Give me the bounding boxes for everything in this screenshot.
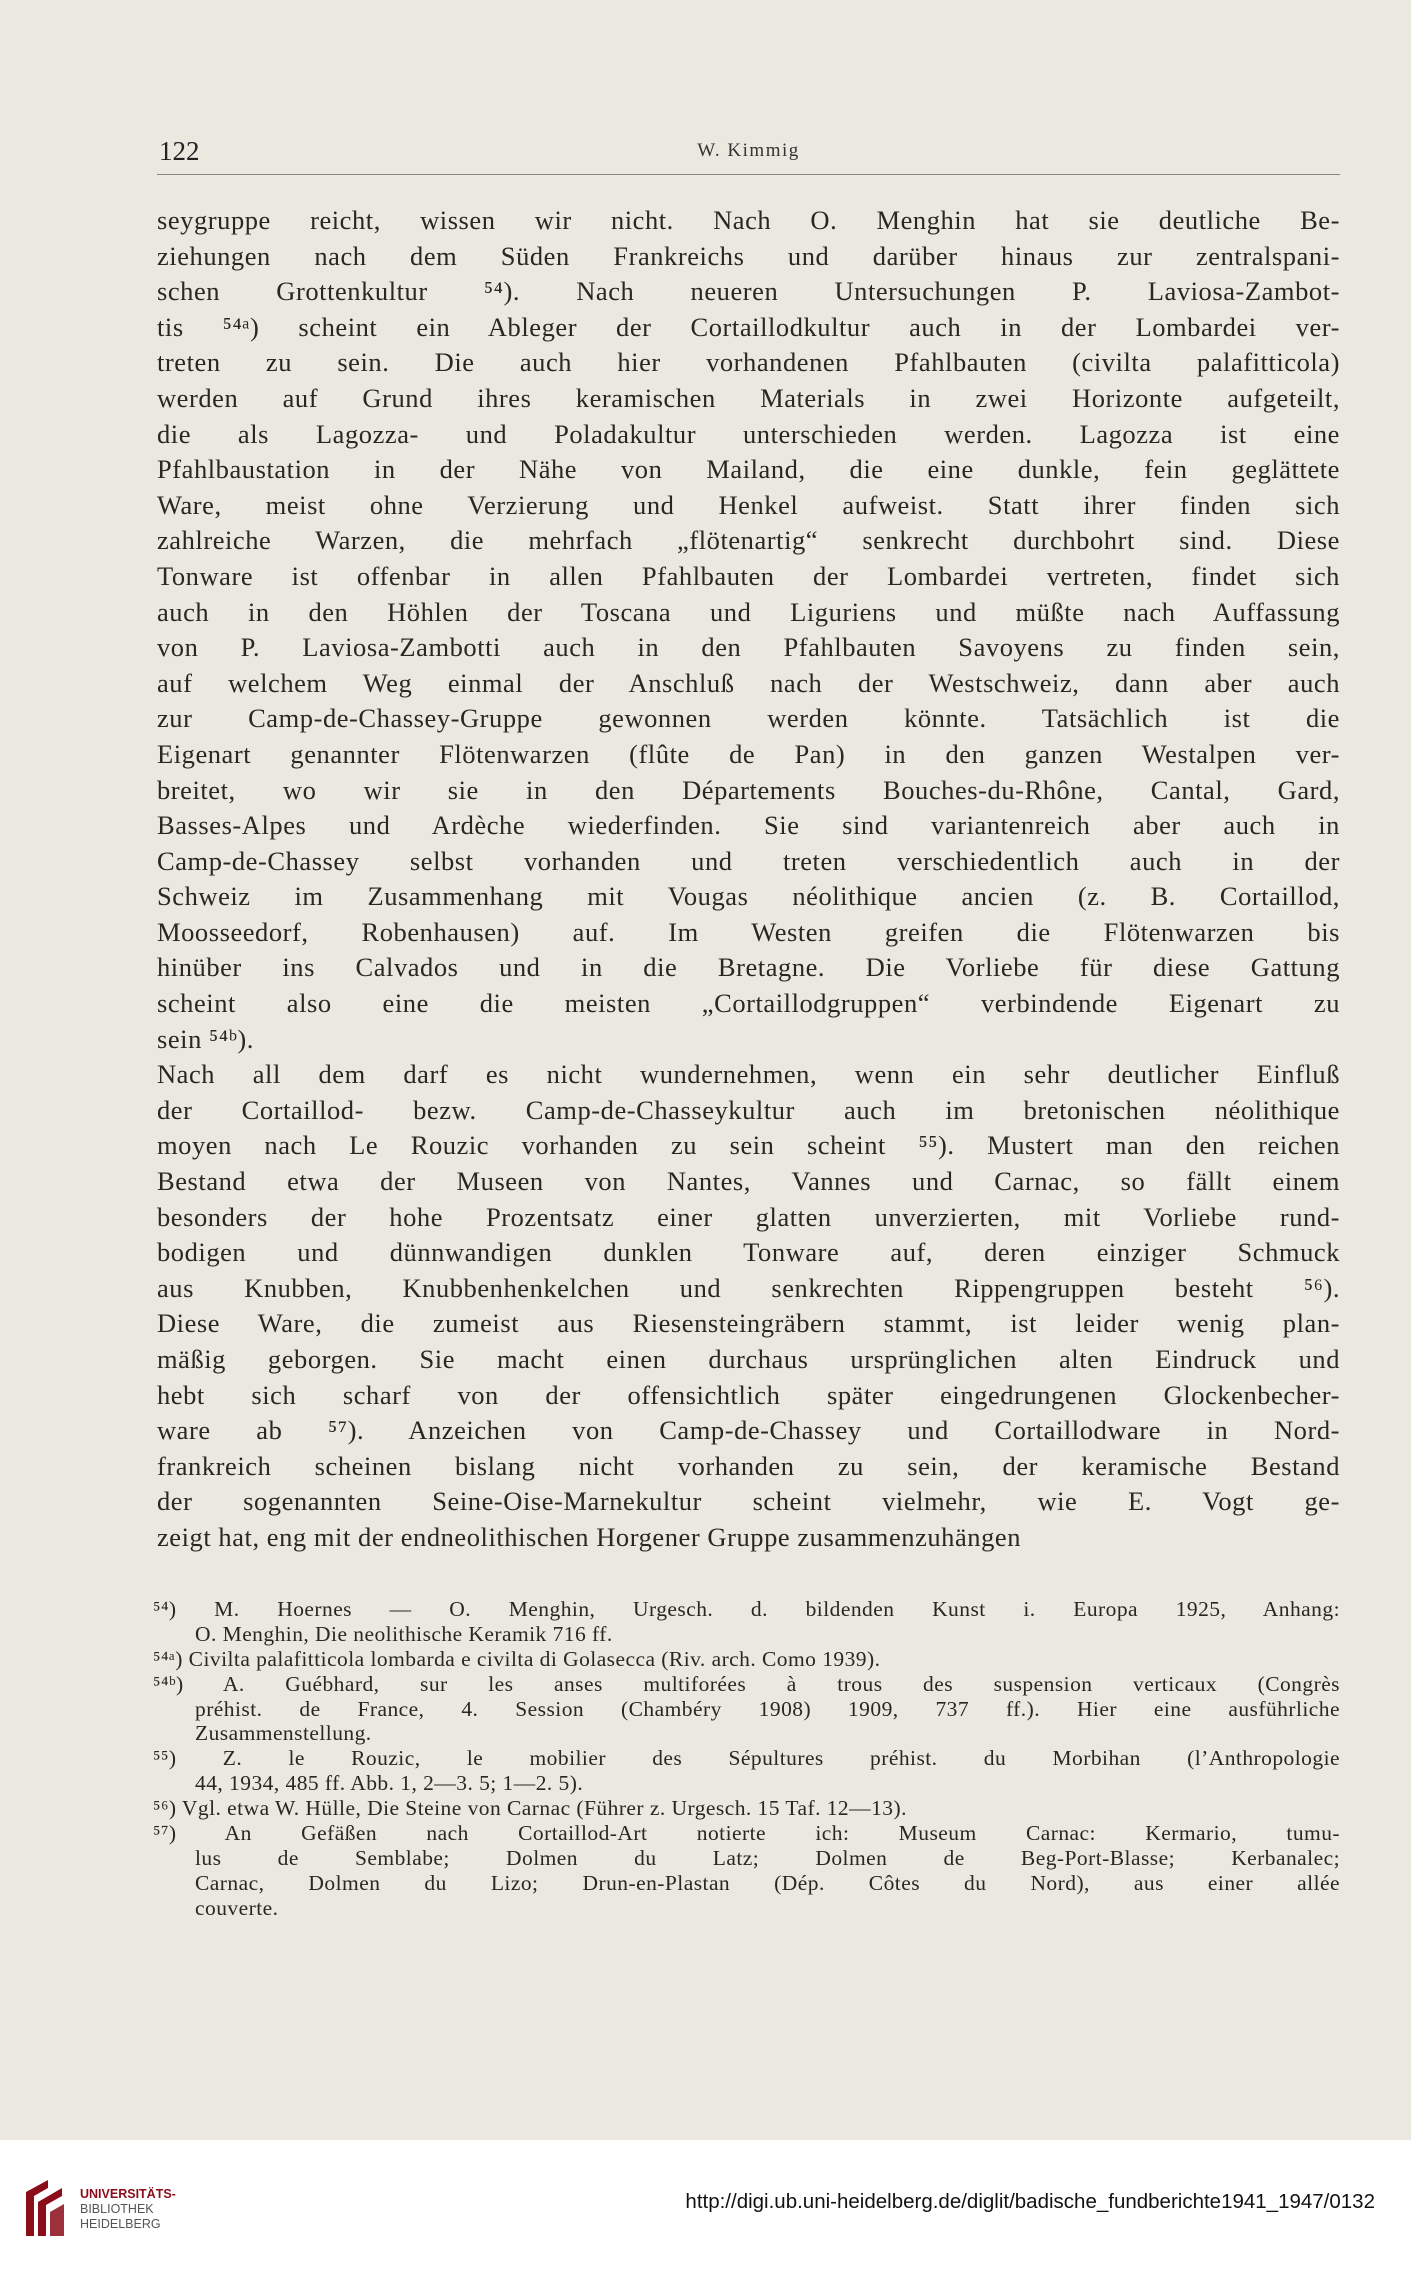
text-line: schen Grottenkultur ⁵⁴). Nach neueren Untersuchungen P. Laviosa-Zambot-	[157, 276, 1340, 307]
library-line-3: HEIDELBERG	[80, 2217, 161, 2231]
footnote-line: ⁵⁶) Vgl. etwa W. Hülle, Die Steine von Carnac (Führer z. Urgesch. 15 Taf. 12—13).	[153, 1796, 907, 1821]
text-line: die als Lagozza- und Poladakultur unterschieden werden. Lagozza ist eine	[157, 418, 1340, 449]
footnote-line: ⁵⁴ᵃ) Civilta palafitticola lombarda e civilta di Golasecca (Riv. arch. Como 1939).	[153, 1646, 881, 1671]
footnotes	[153, 1597, 1340, 1921]
library-name	[80, 2187, 176, 2232]
text-line: von P. Laviosa-Zambotti auch in den Pfahlbauten Savoyens zu finden sein,	[157, 632, 1340, 663]
text-line: Pfahlbaustation in der Nähe von Mailand, die eine dunkle, fein geglättete	[157, 454, 1340, 485]
text-line: mäßig geborgen. Sie macht einen durchaus ursprünglichen alten Eindruck und	[157, 1344, 1340, 1374]
text-line: Moosseedorf, Robenhausen) auf. Im Westen greifen die Flötenwarzen bis	[157, 916, 1340, 947]
library-line-1: UNIVERSITÄTS-	[80, 2187, 176, 2201]
text-line: Bestand etwa der Museen von Nantes, Vannes und Carnac, so fällt einem	[157, 1166, 1340, 1197]
text-line: treten zu sein. Die auch hier vorhandenen Pfahlbauten (civilta palafitticola)	[157, 347, 1340, 378]
text-line: zahlreiche Warzen, die mehrfach „flötenartig“ senkrecht durchbohrt sind. Diese	[157, 525, 1340, 556]
text-line: scheint also eine die meisten „Cortaillodgruppen“ verbindende Eigenart zu	[157, 988, 1340, 1019]
footnote-line: ⁵⁵) Z. le Rouzic, le mobilier des Sépultures préhist. du Morbihan (l’Anthropologie	[153, 1746, 1340, 1771]
footnote-line: ⁵⁷) An Gefäßen nach Cortaillod-Art notierte ich: Museum Carnac: Kermario, tumu-	[153, 1821, 1340, 1846]
text-line: auch in den Höhlen der Toscana und Liguriens und müßte nach Auffassung	[157, 596, 1340, 627]
text-line: Schweiz im Zusammenhang mit Vougas néolithique ancien (z. B. Cortaillod,	[157, 881, 1340, 912]
text-line: der Cortaillod- bezw. Camp-de-Chasseykultur auch im bretonischen néolithique	[157, 1094, 1340, 1125]
body-text	[157, 203, 1340, 1556]
viewer-footer	[0, 2140, 1411, 2273]
text-line: Basses-Alpes und Ardèche wiederfinden. Sie sind variantenreich aber auch in	[157, 810, 1340, 841]
text-line: Eigenart genannter Flötenwarzen (flûte de Pan) in den ganzen Westalpen ver-	[157, 738, 1340, 769]
page-number: 122	[159, 136, 200, 166]
text-line: Ware, meist ohne Verzierung und Henkel aufweist. Statt ihrer finden sich	[157, 489, 1340, 520]
page-header	[157, 138, 1340, 175]
text-line: aus Knubben, Knubbenhenkelchen und senkrechten Rippengruppen besteht ⁵⁶).	[157, 1272, 1340, 1303]
running-title: W. Kimmig	[697, 140, 800, 161]
text-line: frankreich scheinen bislang nicht vorhanden zu sein, der keramische Bestand	[157, 1450, 1340, 1481]
footnote-line: ⁵⁴ᵇ) A. Guébhard, sur les anses multiforées à trous des suspension verticaux (Congrès	[153, 1671, 1340, 1696]
permalink-url[interactable]: http://digi.ub.uni-heidelberg.de/diglit/badische_fundberichte1941_1947/0132	[685, 2190, 1375, 2213]
text-line: Diese Ware, die zumeist aus Riesensteingräbern stammt, ist leider wenig plan-	[157, 1308, 1340, 1339]
text-line: zur Camp-de-Chassey-Gruppe gewonnen werden könnte. Tatsächlich ist die	[157, 703, 1340, 734]
text-line: ziehungen nach dem Süden Frankreichs und darüber hinaus zur zentralspani-	[157, 240, 1340, 271]
text-line: seygruppe reicht, wissen wir nicht. Nach O. Menghin hat sie deutliche Be-	[157, 205, 1340, 235]
footnote-line: lus de Semblabe; Dolmen du Latz; Dolmen de Beg-Port-Blasse; Kerbanalec;	[195, 1845, 1340, 1870]
text-line: breitet, wo wir sie in den Départements Bouches-du-Rhône, Cantal, Gard,	[157, 774, 1340, 805]
footnote-line: Carnac, Dolmen du Lizo; Drun-en-Plastan (Dép. Côtes du Nord), aus einer allée	[195, 1870, 1340, 1895]
text-line: der sogenannten Seine-Oise-Marnekultur scheint vielmehr, wie E. Vogt ge-	[157, 1486, 1340, 1517]
text-line: bodigen und dünnwandigen dunklen Tonware auf, deren einziger Schmuck	[157, 1237, 1340, 1268]
footnote-line: préhist. de France, 4. Session (Chambéry 1908) 1909, 737 ff.). Hier eine ausführliche	[195, 1696, 1340, 1721]
text-line: Nach all dem darf es nicht wundernehmen, wenn ein sehr deutlicher Einfluß	[157, 1059, 1340, 1090]
text-line: Camp-de-Chassey selbst vorhanden und treten verschiedentlich auch in der	[157, 845, 1340, 876]
text-line: werden auf Grund ihres keramischen Materials in zwei Horizonte aufgeteilt,	[157, 382, 1340, 413]
text-line: moyen nach Le Rouzic vorhanden zu sein scheint ⁵⁵). Mustert man den reichen	[157, 1130, 1340, 1161]
text-line: auf welchem Weg einmal der Anschluß nach der Westschweiz, dann aber auch	[157, 667, 1340, 698]
library-line-2: BIBLIOTHEK	[80, 2202, 154, 2216]
text-line: hebt sich scharf von der offensichtlich später eingedrungenen Glockenbecher-	[157, 1379, 1340, 1410]
text-line: tis ⁵⁴ᵃ) scheint ein Ableger der Cortaillodkultur auch in der Lombardei ver-	[157, 311, 1340, 342]
text-line: sein ⁵⁴ᵇ).	[157, 1023, 254, 1054]
text-line: ware ab ⁵⁷). Anzeichen von Camp-de-Chassey und Cortaillodware in Nord-	[157, 1415, 1340, 1446]
footnote-line: 44, 1934, 485 ff. Abb. 1, 2—3. 5; 1—2. 5).	[195, 1771, 584, 1796]
footnote-line: couverte.	[195, 1895, 279, 1920]
footnote-line: ⁵⁴) M. Hoernes — O. Menghin, Urgesch. d. bildenden Kunst i. Europa 1925, Anhang:	[153, 1597, 1340, 1621]
text-line: zeigt hat, eng mit der endneolithischen Horgener Gruppe zusammenzuhängen	[157, 1521, 1022, 1552]
footnote-line: Zusammenstellung.	[195, 1721, 372, 1746]
text-line: besonders der hohe Prozentsatz einer glatten unverzierten, mit Vorliebe rund-	[157, 1201, 1340, 1232]
footnote-line: O. Menghin, Die neolithische Keramik 716 ff.	[195, 1621, 613, 1646]
library-logo-icon	[18, 2178, 68, 2238]
text-line: hinüber ins Calvados und in die Bretagne. Die Vorliebe für diese Gattung	[157, 952, 1340, 983]
text-line: Tonware ist offenbar in allen Pfahlbauten der Lombardei vertreten, findet sich	[157, 560, 1340, 591]
